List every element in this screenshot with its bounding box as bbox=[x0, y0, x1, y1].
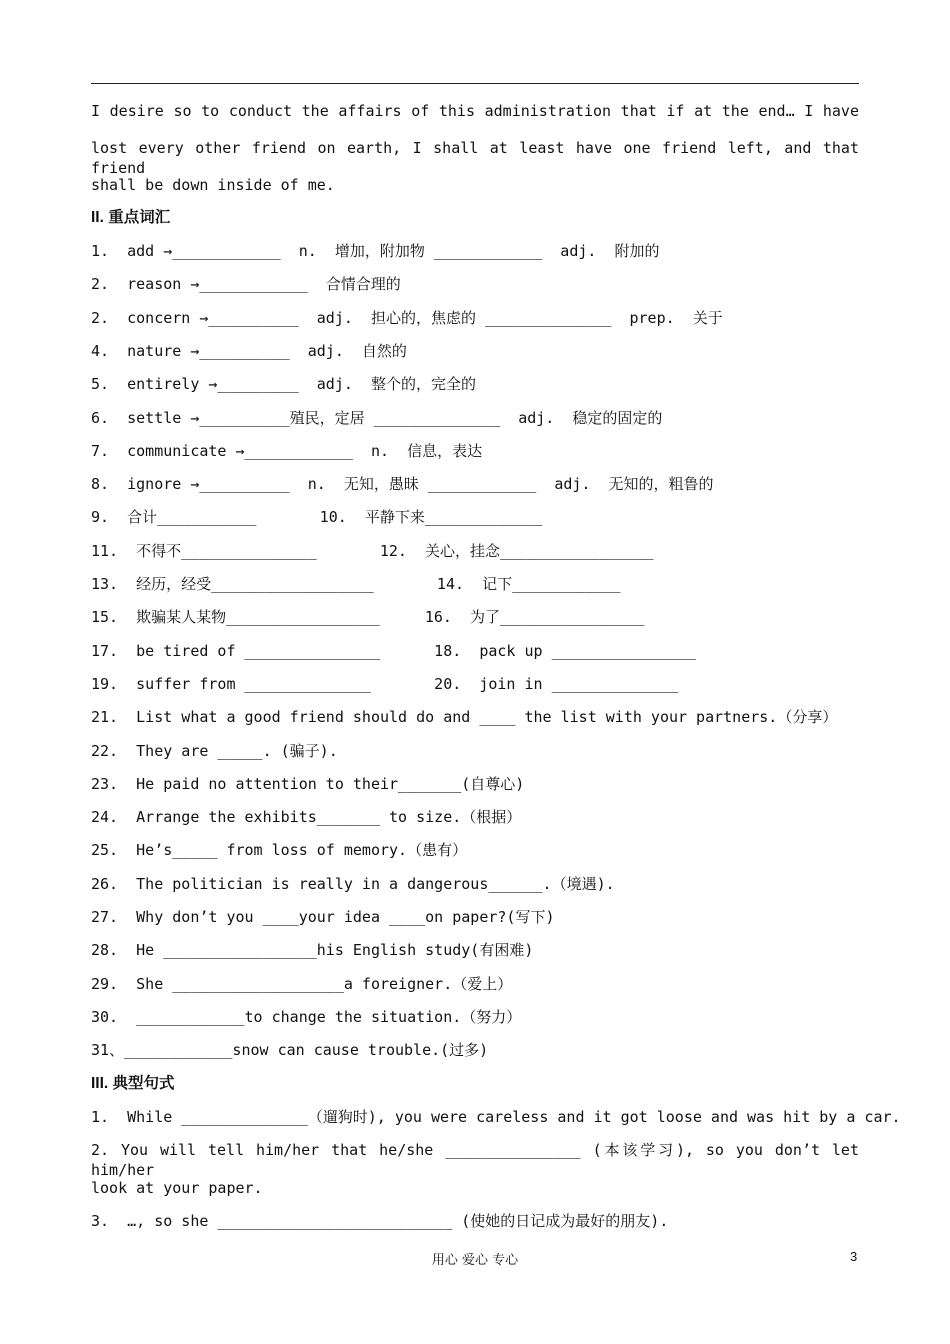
vocab-item: 6. settle →__________殖民，定居 ______________ adj. 稳定的固定的 bbox=[91, 409, 663, 427]
vocab-item: 27. Why don’t you ____your idea ____on paper?(写下) bbox=[91, 908, 555, 926]
vocab-item: 5. entirely →_________ adj. 整个的，完全的 bbox=[91, 375, 476, 393]
vocab-item: 7. communicate →____________ n. 信息，表达 bbox=[91, 442, 483, 460]
sentence-3: 3. …, so she __________________________ (使她的日记成为最好的朋友). bbox=[91, 1212, 669, 1230]
vocab-item: 30. ____________to change the situation.（努力） bbox=[91, 1008, 522, 1026]
section-2-heading: II. 重点词汇 bbox=[91, 209, 171, 226]
vocab-item: 13. 经历，经受__________________ 14. 记下____________ bbox=[91, 575, 621, 593]
page-number: 3 bbox=[850, 1249, 858, 1264]
vocab-item: 21. List what a good friend should do and ____ the list with your partners.（分享） bbox=[91, 708, 838, 726]
vocab-item: 15. 欺骗某人某物_________________ 16. 为了________________ bbox=[91, 608, 645, 626]
vocab-item: 4. nature →__________ adj. 自然的 bbox=[91, 342, 407, 360]
intro-line-3: shall be down inside of me. bbox=[91, 176, 335, 194]
vocab-item: 31、____________snow can cause trouble.(过多) bbox=[91, 1041, 489, 1059]
vocab-item: 8. ignore →__________ n. 无知，愚昧 ____________ adj. 无知的，粗鲁的 bbox=[91, 475, 714, 493]
vocab-item: 23. He paid no attention to their_______(自尊心) bbox=[91, 775, 525, 793]
vocab-item: 22. They are _____. (骗子). bbox=[91, 742, 338, 760]
sentence-1: 1. While ______________（遛狗时), you were careless and it got loose and was hit by a car. bbox=[91, 1108, 901, 1126]
vocab-item: 24. Arrange the exhibits_______ to size.（根据） bbox=[91, 808, 522, 826]
footer-text: 用心 爱心 专心 bbox=[431, 1253, 519, 1268]
vocab-item: 11. 不得不_______________ 12. 关心，挂念_________________ bbox=[91, 542, 654, 560]
vocab-item: 25. He’s_____ from loss of memory.（患有） bbox=[91, 841, 468, 859]
vocab-item: 17. be tired of _______________ 18. pack up ________________ bbox=[91, 642, 697, 660]
vocab-item: 9. 合计___________ 10. 平静下来_____________ bbox=[91, 508, 543, 526]
vocab-item: 28. He _________________his English study(有困难) bbox=[91, 941, 534, 959]
section-3-heading: III. 典型句式 bbox=[91, 1075, 175, 1092]
sentence-2-cont: look at your paper. bbox=[91, 1179, 263, 1197]
sentence-2: 2. You will tell him/her that he/she _______________ (本该学习), so you don’t let him/her bbox=[91, 1141, 859, 1179]
vocab-item: 2. concern →__________ adj. 担心的，焦虑的 ______________ prep. 关于 bbox=[91, 309, 723, 327]
vocab-item: 1. add →____________ n. 增加，附加物 ____________ adj. 附加的 bbox=[91, 242, 660, 260]
vocab-item: 26. The politician is really in a dangerous______.（境遇). bbox=[91, 875, 615, 893]
intro-line-1: I desire so to conduct the affairs of this administration that if at the end… I have bbox=[91, 102, 859, 120]
intro-line-2: lost every other friend on earth, I shall at least have one friend left, and that friend bbox=[91, 139, 859, 177]
vocab-item: 19. suffer from ______________ 20. join in ______________ bbox=[91, 675, 678, 693]
vocab-item: 29. She ___________________a foreigner.（爱上） bbox=[91, 975, 513, 993]
header-rule bbox=[91, 83, 859, 84]
vocab-item: 2. reason →____________ 合情合理的 bbox=[91, 275, 401, 293]
